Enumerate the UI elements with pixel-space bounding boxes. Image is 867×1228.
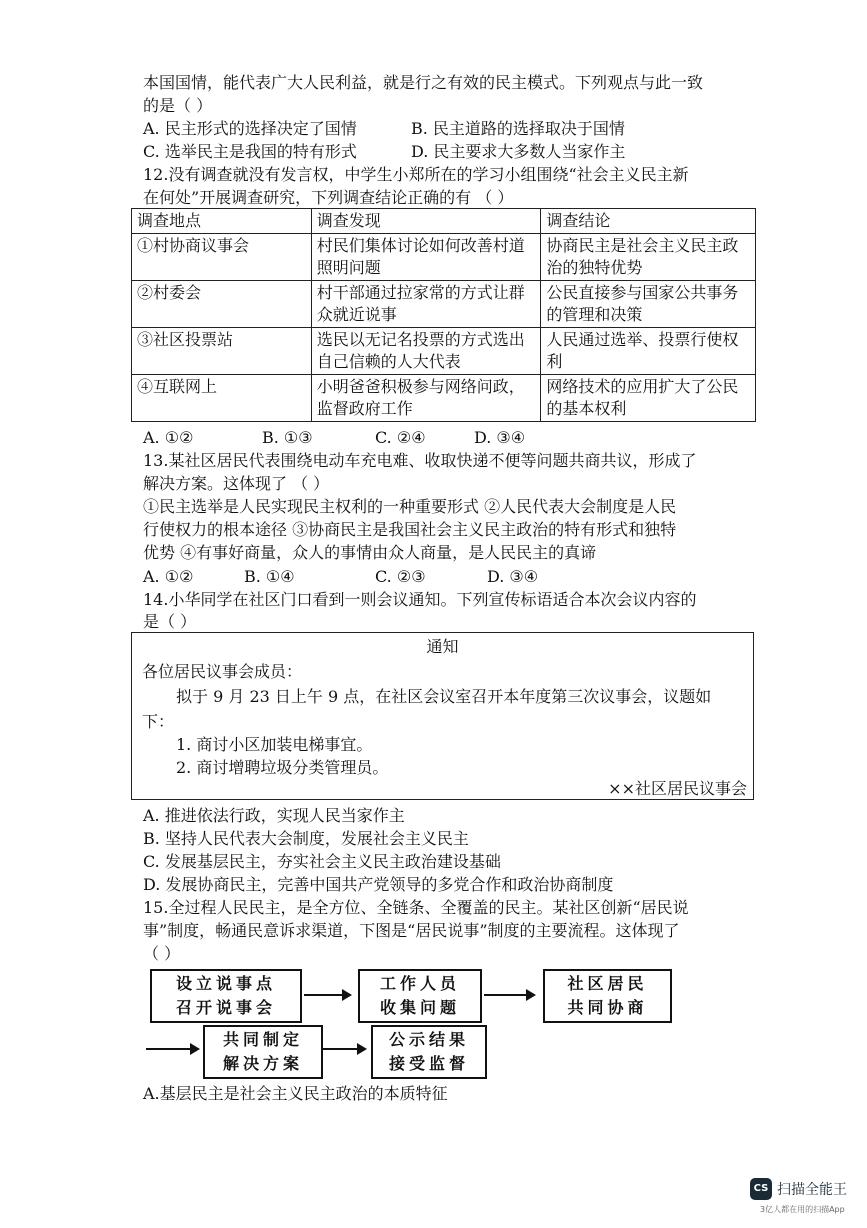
watermark-tagline: 3亿人都在用的扫描App (760, 1205, 845, 1214)
flow-step-5 (371, 1025, 487, 1079)
cell-location: ③社区投票站 (132, 328, 312, 375)
cell-conclusion: 协商民主是社会主义民主政治的独特优势 (541, 234, 756, 281)
q15-stem-line2: 事”制度，畅通民意诉求渠道，下图是“居民说事”制度的主要流程。这体现了 (143, 921, 680, 940)
q13-option-d: D. ③④ (487, 567, 539, 586)
q14-option-c: C. 发展基层民主，夯实社会主义民主政治建设基础 (143, 852, 501, 871)
q11-option-c: C. 选举民主是我国的特有形式 (143, 142, 357, 161)
flow-step-3-line2: 共同协商 (567, 998, 648, 1017)
q12-option-d: D. ③④ (474, 428, 526, 447)
flow-arrow-1 (304, 994, 350, 996)
q14-stem-line2: 是（ ） (143, 612, 197, 631)
flow-step-1 (150, 969, 302, 1023)
table-row (132, 328, 756, 375)
cell-conclusion: 公民直接参与国家公共事务的管理和决策 (541, 281, 756, 328)
table-header-row (132, 209, 756, 234)
flow-step-5-line2: 接受监督 (388, 1054, 469, 1073)
flow-arrow-3 (146, 1048, 198, 1050)
cell-location: ②村委会 (132, 281, 312, 328)
q12-option-b: B. ①③ (262, 428, 313, 447)
q14-option-b: B. 坚持人民代表大会制度，发展社会主义民主 (143, 829, 469, 848)
q13-statement-line2: 行使权力的根本途径 ③协商民主是我国社会主义民主政治的特有形式和独特 (143, 520, 677, 539)
table-row (132, 234, 756, 281)
flow-step-4 (203, 1025, 323, 1079)
cell-finding: 小明爸爸积极参与网络问政，监督政府工作 (311, 375, 541, 422)
cell-finding: 村干部通过拉家常的方式让群众就近说事 (311, 281, 541, 328)
flow-step-5-line1: 公示结果 (388, 1030, 469, 1049)
flow-step-4-line2: 解决方案 (222, 1054, 303, 1073)
q14-option-d: D. 发展协商民主，完善中国共产党领导的多党合作和政治协商制度 (143, 875, 614, 894)
cell-location: ①村协商议事会 (132, 234, 312, 281)
notice-body-line2: 下： (142, 712, 175, 731)
survey-table (131, 208, 756, 422)
notice-signature: ××社区居民议事会 (608, 779, 747, 798)
flow-step-4-line1: 共同制定 (222, 1030, 303, 1049)
q14-option-a: A. 推进依法行政，实现人民当家作主 (143, 806, 405, 825)
q13-stem-line1: 13.某社区居民代表围绕电动车充电难、收取快递不便等问题共商共议，形成了 (143, 451, 697, 470)
flow-step-3 (543, 969, 672, 1023)
q14-stem-line1: 14.小华同学在社区门口看到一则会议通知。下列宣传标语适合本次会议内容的 (143, 590, 697, 609)
q13-option-b: B. ①④ (244, 567, 295, 586)
flow-step-2-line2: 收集问题 (379, 998, 460, 1017)
header-conclusion: 调查结论 (541, 209, 756, 234)
q13-statement-line1: ①民主选举是人民实现民主权利的一种重要形式 ②人民代表大会制度是人民 (143, 497, 677, 516)
q15-stem-line1: 15.全过程人民民主，是全方位、全链条、全覆盖的民主。某社区创新“居民说 (143, 898, 689, 917)
q11-option-a: A. 民主形式的选择决定了国情 (143, 119, 357, 138)
cell-conclusion: 人民通过选举、投票行使权利 (541, 328, 756, 375)
q11-stem-line1: 本国国情，能代表广大人民利益，就是行之有效的民主模式。下列观点与此一致 (143, 73, 704, 92)
table-row (132, 375, 756, 422)
q12-stem-line2: 在何处”开展调查研究，下列调查结论正确的有 （ ） (143, 188, 514, 207)
notice-title: 通知 (426, 637, 459, 656)
q13-stem-line2: 解决方案。这体现了 （ ） (143, 474, 330, 493)
flow-arrow-2 (484, 994, 534, 996)
q12-option-c: C. ②④ (375, 428, 426, 447)
notice-item2: 2. 商讨增聘垃圾分类管理员。 (176, 758, 389, 777)
q11-option-b: B. 民主道路的选择取决于国情 (411, 119, 625, 138)
notice-body-line1: 拟于 9 月 23 日上午 9 点，在社区会议室召开本年度第三次议事会，议题如 (176, 687, 712, 706)
cell-location: ④互联网上 (132, 375, 312, 422)
flow-step-2 (358, 969, 482, 1023)
flow-step-1-line2: 召开说事会 (175, 998, 276, 1017)
notice-item1: 1. 商讨小区加装电梯事宜。 (176, 735, 373, 754)
q13-option-c: C. ②③ (375, 567, 426, 586)
q15-option-a: A.基层民主是社会主义民主政治的本质特征 (143, 1084, 448, 1103)
q13-statement-line3: 优势 ④有事好商量，众人的事情由众人商量，是人民民主的真谛 (143, 543, 597, 562)
header-location: 调查地点 (132, 209, 312, 234)
flow-arrow-4 (323, 1048, 365, 1050)
flow-step-1-line1: 设立说事点 (175, 974, 276, 993)
q11-option-d: D. 民主要求大多数人当家作主 (411, 142, 626, 161)
meeting-notice (131, 632, 754, 800)
cell-finding: 选民以无记名投票的方式选出自己信赖的人大代表 (311, 328, 541, 375)
scanner-watermark (750, 1178, 860, 1222)
cell-conclusion: 网络技术的应用扩大了公民的基本权利 (541, 375, 756, 422)
header-finding: 调查发现 (311, 209, 541, 234)
flow-step-2-line1: 工作人员 (379, 974, 460, 993)
flow-step-3-line1: 社区居民 (567, 974, 648, 993)
cell-finding: 村民们集体讨论如何改善村道照明问题 (311, 234, 541, 281)
notice-salutation: 各位居民议事会成员： (142, 662, 303, 681)
table-row (132, 281, 756, 328)
q13-option-a: A. ①② (143, 567, 194, 586)
cs-logo-icon: CS (750, 1178, 772, 1200)
watermark-app-name: 扫描全能王 (777, 1182, 847, 1198)
q11-stem-line2: 的是（ ） (143, 96, 213, 115)
q12-stem-line1: 12.没有调查就没有发言权，中学生小郑所在的学习小组围绕“社会主义民主新 (143, 165, 689, 184)
q12-option-a: A. ①② (143, 428, 194, 447)
q15-stem-line3: （ ） (143, 944, 181, 963)
